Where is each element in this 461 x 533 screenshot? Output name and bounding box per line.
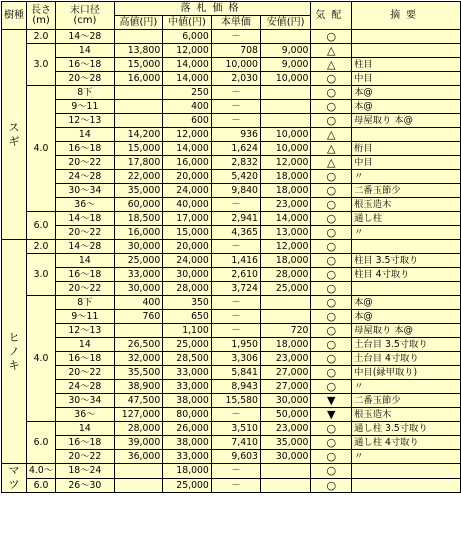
- low-price-cell: 50,000: [260, 408, 310, 422]
- table-row: [2, 142, 461, 156]
- diameter-cell: 24～28: [56, 380, 115, 394]
- trend-cell: ○: [311, 184, 352, 198]
- unit-price-cell: 2,941: [211, 212, 260, 226]
- mid-price-cell: 650: [163, 310, 212, 324]
- trend-cell: ○: [311, 86, 352, 100]
- trend-cell: ○: [311, 338, 352, 352]
- trend-cell: ○: [311, 268, 352, 282]
- diameter-cell: 14: [56, 254, 115, 268]
- mid-price-cell: 30,000: [163, 268, 212, 282]
- unit-price-cell: －: [211, 478, 260, 493]
- diameter-cell: 20～28: [56, 72, 115, 86]
- low-price-cell: 23,000: [260, 422, 310, 436]
- diameter-cell: 20～22: [56, 366, 115, 380]
- unit-price-cell: －: [211, 86, 260, 100]
- table-row: [2, 436, 461, 450]
- high-price-cell: [114, 478, 163, 493]
- unit-price-cell: 2,610: [211, 268, 260, 282]
- unit-price-cell: 10,000: [211, 58, 260, 72]
- unit-price-cell: 936: [211, 128, 260, 142]
- mid-price-cell: 15,000: [163, 226, 212, 240]
- trend-cell: ○: [311, 366, 352, 380]
- mid-price-cell: 350: [163, 296, 212, 310]
- high-price-cell: 33,000: [114, 268, 163, 282]
- remark-cell: [352, 128, 461, 142]
- table-row: [2, 212, 461, 226]
- high-price-cell: 39,000: [114, 436, 163, 450]
- length-cell: 2.0: [27, 30, 56, 44]
- diameter-cell: 20～22: [56, 226, 115, 240]
- low-price-cell: 28,000: [260, 268, 310, 282]
- high-price-cell: 35,500: [114, 366, 163, 380]
- length-cell: 3.0: [27, 254, 56, 296]
- trend-cell: ○: [311, 478, 352, 493]
- header-top-diameter: 末口径 (cm): [56, 2, 115, 30]
- diameter-cell: 12～13: [56, 114, 115, 128]
- trend-cell: ○: [311, 464, 352, 479]
- diameter-cell: 36～: [56, 408, 115, 422]
- high-price-cell: 760: [114, 310, 163, 324]
- unit-price-cell: 708: [211, 44, 260, 58]
- mid-price-cell: 80,000: [163, 408, 212, 422]
- trend-cell: ○: [311, 254, 352, 268]
- low-price-cell: 14,000: [260, 212, 310, 226]
- trend-cell: ○: [311, 30, 352, 44]
- low-price-cell: [260, 114, 310, 128]
- high-price-cell: 47,500: [114, 394, 163, 408]
- remark-cell: 桁目: [352, 142, 461, 156]
- diameter-cell: 14～28: [56, 30, 115, 44]
- trend-cell: ▼: [311, 408, 352, 422]
- trend-cell: ○: [311, 212, 352, 226]
- remark-cell: 土台目 4寸取り: [352, 352, 461, 366]
- mid-price-cell: 20,000: [163, 240, 212, 254]
- unit-price-cell: 1,624: [211, 142, 260, 156]
- unit-price-cell: －: [211, 464, 260, 479]
- table-row: [2, 478, 461, 493]
- high-price-cell: 25,000: [114, 254, 163, 268]
- remark-cell: 土台目 3.5寸取り: [352, 338, 461, 352]
- low-price-cell: 35,000: [260, 436, 310, 450]
- table-row: [2, 380, 461, 394]
- diameter-cell: 30～34: [56, 394, 115, 408]
- low-price-cell: 9,000: [260, 44, 310, 58]
- trend-cell: ○: [311, 352, 352, 366]
- remark-cell: 通し柱 4寸取り: [352, 436, 461, 450]
- trend-cell: △: [311, 128, 352, 142]
- mid-price-cell: 250: [163, 86, 212, 100]
- low-price-cell: 12,000: [260, 240, 310, 254]
- mid-price-cell: 38,000: [163, 436, 212, 450]
- unit-price-cell: －: [211, 100, 260, 114]
- table-row: [2, 422, 461, 436]
- table-row: [2, 324, 461, 338]
- low-price-cell: 18,000: [260, 338, 310, 352]
- table-row: [2, 450, 461, 464]
- mid-price-cell: 12,000: [163, 128, 212, 142]
- remark-cell: 〃: [352, 450, 461, 464]
- table-row: [2, 464, 461, 479]
- diameter-cell: 8下: [56, 296, 115, 310]
- diameter-cell: 26～30: [56, 478, 115, 493]
- remark-cell: [352, 240, 461, 254]
- remark-cell: 母屋取り 本@: [352, 324, 461, 338]
- mid-price-cell: 16,000: [163, 156, 212, 170]
- diameter-cell: 18～24: [56, 464, 115, 479]
- unit-price-cell: －: [211, 198, 260, 212]
- unit-price-cell: 1,950: [211, 338, 260, 352]
- table-row: [2, 282, 461, 296]
- diameter-cell: 16～18: [56, 352, 115, 366]
- high-price-cell: 30,000: [114, 240, 163, 254]
- table-row: [2, 352, 461, 366]
- unit-price-cell: 3,510: [211, 422, 260, 436]
- mid-price-cell: 1,100: [163, 324, 212, 338]
- diameter-cell: 16～18: [56, 58, 115, 72]
- low-price-cell: 18,000: [260, 254, 310, 268]
- mid-price-cell: 38,000: [163, 394, 212, 408]
- high-price-cell: 35,000: [114, 184, 163, 198]
- table-row: [2, 128, 461, 142]
- unit-price-cell: －: [211, 30, 260, 44]
- table-row: [2, 366, 461, 380]
- low-price-cell: 10,000: [260, 72, 310, 86]
- table-row: [2, 44, 461, 58]
- low-price-cell: 18,000: [260, 184, 310, 198]
- table-row: [2, 226, 461, 240]
- mid-price-cell: 33,000: [163, 366, 212, 380]
- unit-price-cell: －: [211, 310, 260, 324]
- remark-cell: [352, 464, 461, 479]
- mid-price-cell: 33,000: [163, 450, 212, 464]
- unit-price-cell: 3,306: [211, 352, 260, 366]
- low-price-cell: [260, 464, 310, 479]
- diameter-cell: 14～28: [56, 240, 115, 254]
- high-price-cell: [114, 86, 163, 100]
- table-row: [2, 338, 461, 352]
- length-cell: 4.0～: [27, 464, 56, 479]
- table-row: [2, 240, 461, 254]
- mid-price-cell: 33,000: [163, 380, 212, 394]
- length-cell: 4.0: [27, 296, 56, 422]
- trend-cell: ○: [311, 100, 352, 114]
- remark-cell: 根玉造木: [352, 198, 461, 212]
- header-unit-price: 本単価: [211, 16, 260, 30]
- table-row: [2, 72, 461, 86]
- trend-cell: ○: [311, 450, 352, 464]
- high-price-cell: [114, 464, 163, 479]
- trend-cell: ○: [311, 72, 352, 86]
- mid-price-cell: 17,000: [163, 212, 212, 226]
- trend-cell: ○: [311, 324, 352, 338]
- unit-price-cell: 3,724: [211, 282, 260, 296]
- trend-cell: ○: [311, 380, 352, 394]
- low-price-cell: 23,000: [260, 198, 310, 212]
- unit-price-cell: －: [211, 408, 260, 422]
- unit-price-cell: －: [211, 324, 260, 338]
- trend-cell: ○: [311, 310, 352, 324]
- species-cell: マ ツ: [2, 464, 27, 493]
- diameter-cell: 14～18: [56, 212, 115, 226]
- mid-price-cell: 26,000: [163, 422, 212, 436]
- low-price-cell: 12,000: [260, 156, 310, 170]
- diameter-cell: 20～22: [56, 282, 115, 296]
- remark-cell: 本@: [352, 296, 461, 310]
- unit-price-cell: 1,416: [211, 254, 260, 268]
- low-price-cell: [260, 30, 310, 44]
- table-row: [2, 100, 461, 114]
- remark-cell: [352, 478, 461, 493]
- mid-price-cell: 20,000: [163, 170, 212, 184]
- table-row: [2, 268, 461, 282]
- price-table: [1, 1, 461, 493]
- diameter-cell: 9～11: [56, 100, 115, 114]
- remark-cell: 二番玉節少: [352, 394, 461, 408]
- unit-price-cell: 9,840: [211, 184, 260, 198]
- table-row: [2, 156, 461, 170]
- high-price-cell: 127,000: [114, 408, 163, 422]
- length-cell: 6.0: [27, 422, 56, 464]
- table-row: [2, 408, 461, 422]
- unit-price-cell: 9,603: [211, 450, 260, 464]
- trend-cell: ○: [311, 170, 352, 184]
- unit-price-cell: 8,943: [211, 380, 260, 394]
- mid-price-cell: 24,000: [163, 254, 212, 268]
- table-row: [2, 296, 461, 310]
- trend-cell: ▼: [311, 394, 352, 408]
- mid-price-cell: 600: [163, 114, 212, 128]
- remark-cell: 〃: [352, 226, 461, 240]
- high-price-cell: 18,500: [114, 212, 163, 226]
- diameter-cell: 12～13: [56, 324, 115, 338]
- remark-cell: 本@: [352, 86, 461, 100]
- unit-price-cell: 2,030: [211, 72, 260, 86]
- high-price-cell: 15,000: [114, 58, 163, 72]
- diameter-cell: 14: [56, 338, 115, 352]
- table-row: [2, 184, 461, 198]
- high-price-cell: 60,000: [114, 198, 163, 212]
- header-high-price: 高値(円): [114, 16, 163, 30]
- remark-cell: 中目: [352, 156, 461, 170]
- remark-cell: 根玉造木: [352, 408, 461, 422]
- high-price-cell: 22,000: [114, 170, 163, 184]
- diameter-cell: 14: [56, 44, 115, 58]
- diameter-cell: 14: [56, 422, 115, 436]
- mid-price-cell: 6,000: [163, 30, 212, 44]
- price-table-body: [2, 30, 461, 493]
- mid-price-cell: 14,000: [163, 142, 212, 156]
- table-row: [2, 394, 461, 408]
- remark-cell: 中目: [352, 72, 461, 86]
- remark-cell: 二番玉節少: [352, 184, 461, 198]
- header-mid-price: 中値(円): [163, 16, 212, 30]
- mid-price-cell: 25,000: [163, 338, 212, 352]
- header-trend: 気配: [311, 2, 352, 30]
- remark-cell: 中目(縁甲取り): [352, 366, 461, 380]
- table-row: [2, 86, 461, 100]
- diameter-cell: 24～28: [56, 170, 115, 184]
- unit-price-cell: －: [211, 240, 260, 254]
- header-remarks: 摘要: [352, 2, 461, 30]
- low-price-cell: [260, 478, 310, 493]
- length-cell: 6.0: [27, 478, 56, 493]
- diameter-cell: 8下: [56, 86, 115, 100]
- high-price-cell: 15,000: [114, 142, 163, 156]
- diameter-cell: 16～18: [56, 142, 115, 156]
- trend-cell: ○: [311, 282, 352, 296]
- table-row: [2, 30, 461, 44]
- remark-cell: 本@: [352, 100, 461, 114]
- mid-price-cell: 12,000: [163, 44, 212, 58]
- low-price-cell: 30,000: [260, 394, 310, 408]
- mid-price-cell: 14,000: [163, 58, 212, 72]
- table-row: [2, 58, 461, 72]
- low-price-cell: 23,000: [260, 352, 310, 366]
- mid-price-cell: 24,000: [163, 184, 212, 198]
- high-price-cell: 38,900: [114, 380, 163, 394]
- remark-cell: [352, 282, 461, 296]
- header-species: 樹種: [2, 2, 27, 30]
- trend-cell: ○: [311, 226, 352, 240]
- table-row: [2, 310, 461, 324]
- trend-cell: △: [311, 156, 352, 170]
- high-price-cell: 17,800: [114, 156, 163, 170]
- high-price-cell: 36,000: [114, 450, 163, 464]
- low-price-cell: 13,000: [260, 226, 310, 240]
- low-price-cell: 30,000: [260, 450, 310, 464]
- unit-price-cell: 2,832: [211, 156, 260, 170]
- header-low-price: 安値(円): [260, 16, 310, 30]
- low-price-cell: [260, 296, 310, 310]
- low-price-cell: 27,000: [260, 380, 310, 394]
- remark-cell: [352, 44, 461, 58]
- trend-cell: ○: [311, 422, 352, 436]
- header-bid-price: 落札価格: [114, 2, 311, 16]
- high-price-cell: [114, 30, 163, 44]
- low-price-cell: 9,000: [260, 58, 310, 72]
- trend-cell: ○: [311, 240, 352, 254]
- high-price-cell: 32,000: [114, 352, 163, 366]
- mid-price-cell: 28,000: [163, 282, 212, 296]
- high-price-cell: 30,000: [114, 282, 163, 296]
- low-price-cell: 25,000: [260, 282, 310, 296]
- table-row: [2, 170, 461, 184]
- mid-price-cell: 14,000: [163, 72, 212, 86]
- high-price-cell: 14,200: [114, 128, 163, 142]
- diameter-cell: 9～11: [56, 310, 115, 324]
- high-price-cell: 13,800: [114, 44, 163, 58]
- diameter-cell: 20～22: [56, 450, 115, 464]
- high-price-cell: 26,500: [114, 338, 163, 352]
- low-price-cell: 720: [260, 324, 310, 338]
- length-cell: 6.0: [27, 212, 56, 240]
- mid-price-cell: 18,000: [163, 464, 212, 479]
- remark-cell: 通し柱 3.5寸取り: [352, 422, 461, 436]
- length-cell: 2.0: [27, 240, 56, 254]
- high-price-cell: [114, 114, 163, 128]
- table-row: [2, 114, 461, 128]
- mid-price-cell: 40,000: [163, 198, 212, 212]
- unit-price-cell: 5,841: [211, 366, 260, 380]
- trend-cell: ○: [311, 436, 352, 450]
- low-price-cell: 27,000: [260, 366, 310, 380]
- low-price-cell: 18,000: [260, 170, 310, 184]
- low-price-cell: [260, 310, 310, 324]
- unit-price-cell: 7,410: [211, 436, 260, 450]
- high-price-cell: 400: [114, 296, 163, 310]
- trend-cell: ○: [311, 296, 352, 310]
- diameter-cell: 36～: [56, 198, 115, 212]
- diameter-cell: 14: [56, 128, 115, 142]
- low-price-cell: 10,000: [260, 142, 310, 156]
- length-cell: 3.0: [27, 44, 56, 86]
- low-price-cell: [260, 100, 310, 114]
- trend-cell: △: [311, 44, 352, 58]
- mid-price-cell: 400: [163, 100, 212, 114]
- trend-cell: △: [311, 58, 352, 72]
- table-row: [2, 198, 461, 212]
- remark-cell: 本@: [352, 310, 461, 324]
- high-price-cell: [114, 100, 163, 114]
- mid-price-cell: 28,500: [163, 352, 212, 366]
- low-price-cell: [260, 86, 310, 100]
- diameter-cell: 30～34: [56, 184, 115, 198]
- remark-cell: 柱目 4寸取り: [352, 268, 461, 282]
- remark-cell: 〃: [352, 170, 461, 184]
- diameter-cell: 16～18: [56, 436, 115, 450]
- table-row: [2, 254, 461, 268]
- remark-cell: 母屋取り 本@: [352, 114, 461, 128]
- remark-cell: [352, 30, 461, 44]
- remark-cell: 柱目: [352, 58, 461, 72]
- header-length: 長さ (m): [27, 2, 56, 30]
- high-price-cell: [114, 324, 163, 338]
- species-cell: ヒ ノ キ: [2, 240, 27, 464]
- species-cell: ス ギ: [2, 30, 27, 240]
- unit-price-cell: 4,365: [211, 226, 260, 240]
- diameter-cell: 16～18: [56, 268, 115, 282]
- remark-cell: 〃: [352, 380, 461, 394]
- high-price-cell: 16,000: [114, 226, 163, 240]
- diameter-cell: 20～22: [56, 156, 115, 170]
- high-price-cell: 16,000: [114, 72, 163, 86]
- remark-cell: 柱目 3.5寸取り: [352, 254, 461, 268]
- remark-cell: 通し柱: [352, 212, 461, 226]
- length-cell: 4.0: [27, 86, 56, 212]
- low-price-cell: 10,000: [260, 128, 310, 142]
- unit-price-cell: 15,580: [211, 394, 260, 408]
- trend-cell: ○: [311, 198, 352, 212]
- high-price-cell: 28,000: [114, 422, 163, 436]
- trend-cell: ○: [311, 114, 352, 128]
- unit-price-cell: 5,420: [211, 170, 260, 184]
- mid-price-cell: 25,000: [163, 478, 212, 493]
- unit-price-cell: －: [211, 296, 260, 310]
- unit-price-cell: －: [211, 114, 260, 128]
- trend-cell: △: [311, 142, 352, 156]
